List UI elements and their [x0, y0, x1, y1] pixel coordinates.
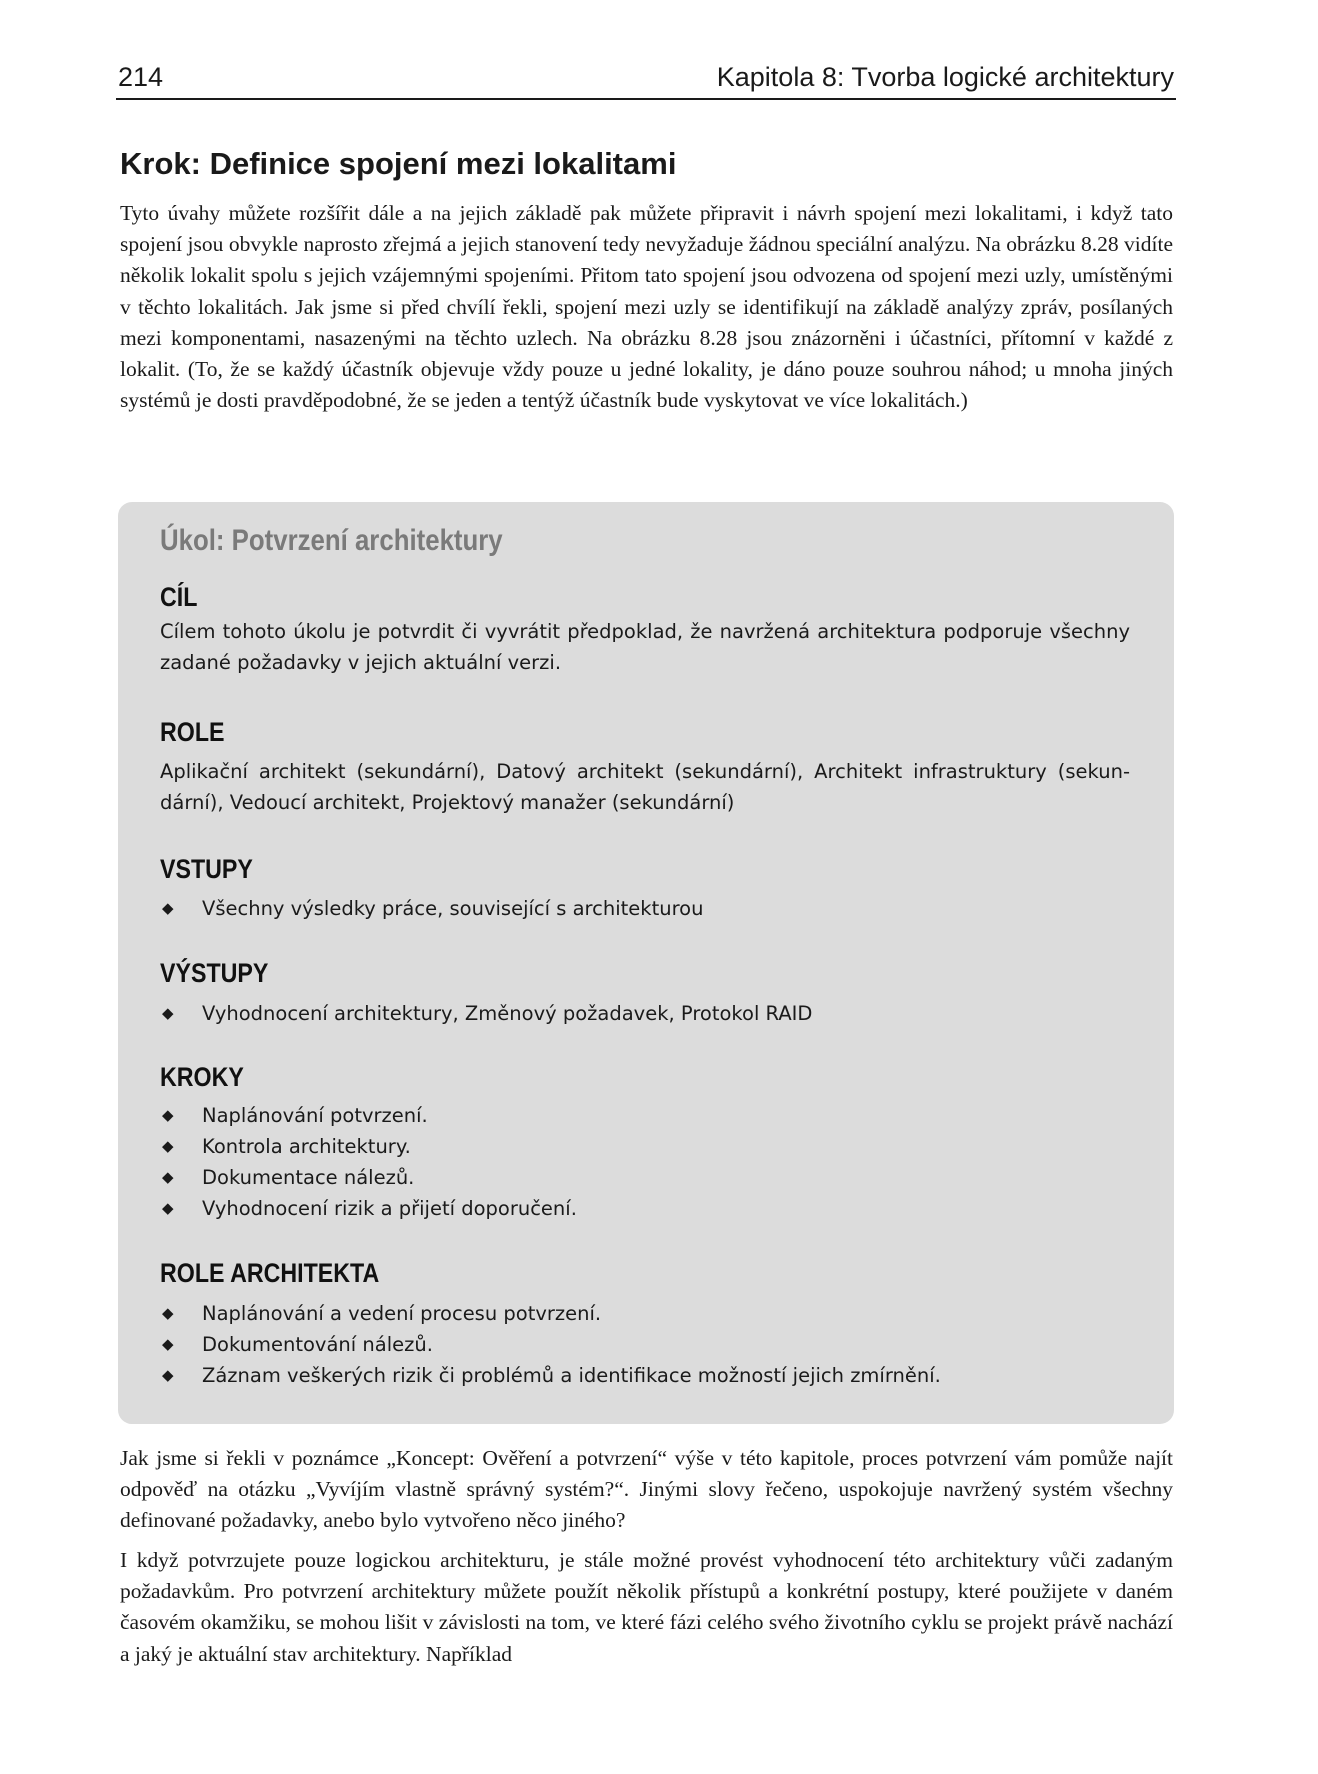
architect-role-list	[160, 1298, 941, 1391]
list-item: ◆ Naplánování a vedení procesu potvrzení.	[160, 1298, 941, 1329]
bullet-diamond-icon: ◆	[162, 1137, 174, 1155]
outputs-heading: VÝSTUPY	[160, 958, 269, 988]
list-item: ◆ Všechny výsledky práce, související s architekturou	[160, 893, 703, 924]
page-number: 214	[118, 62, 164, 92]
bullet-diamond-icon: ◆	[162, 1335, 174, 1353]
list-item: ◆ Dokumentování nálezů.	[160, 1329, 941, 1360]
outputs-list	[160, 998, 812, 1029]
architect-role-heading: ROLE ARCHITEKTA	[160, 1258, 380, 1288]
bullet-diamond-icon: ◆	[162, 1168, 174, 1186]
list-item: ◆ Vyhodnocení architektury, Změnový požadavek, Protokol RAID	[160, 998, 812, 1029]
running-header	[116, 58, 1176, 100]
steps-heading: KROKY	[160, 1062, 244, 1092]
section-title: Krok: Definice spojení mezi lokalitami	[120, 146, 677, 181]
role-heading: ROLE	[160, 717, 225, 747]
list-item: ◆ Vyhodnocení rizik a přijetí doporučení.	[160, 1193, 577, 1224]
bullet-diamond-icon: ◆	[162, 1004, 174, 1022]
steps-list	[160, 1100, 577, 1224]
chapter-title: Kapitola 8: Tvorba logické architektury	[716, 62, 1174, 92]
goal-heading: CÍL	[160, 582, 198, 612]
inputs-heading: VSTUPY	[160, 854, 253, 884]
bullet-diamond-icon: ◆	[162, 1199, 174, 1217]
bullet-diamond-icon: ◆	[162, 1366, 174, 1384]
bullet-diamond-icon: ◆	[162, 899, 174, 917]
intro-paragraph: Tyto úvahy můžete rozšířit dále a na jejich základě pak můžete připravit i návrh spojení mezi lokalitami, i když tato spojení jsou obvykle naprosto zřejmá a jejich stanovení tedy nevyžaduje žádnou speciální analýzu. Na obrázku 8.28 vidíte několik lokalit spolu s jejich vzájemnými spojeními. Přitom tato spojení jsou odvozena od spojení mezi uzly, umístěnými v těchto lokalitách. Jak jsme si před chvílí řekli, spojení mezi uzly se identifikují na základě analýzy zpráv, posílaných mezi komponentami, nasazenými na těchto uzlech. Na obrázku 8.28 jsou znázorněni i účastníci, přítomní v každé z lokalit. (To, že se každý účastník objevuje vždy pouze u jedné lokality, je dáno pouze souhrou náhod; u mnoha jiných systémů je dosti pravděpodobné, že se jeden a tentýž účastník bude vyskytovat ve více lokalitách.)	[120, 201, 1173, 413]
list-item: ◆ Dokumentace nálezů.	[160, 1162, 577, 1193]
bullet-diamond-icon: ◆	[162, 1304, 174, 1322]
task-box	[118, 502, 1174, 1424]
list-item: ◆ Naplánování potvrzení.	[160, 1100, 577, 1131]
bullet-diamond-icon: ◆	[162, 1106, 174, 1124]
body-paragraph-2: I když potvrzujete pouze logickou architekturu, je stále možné provést vyhodnocení této architektury vůči zadaným požadavkům. Pro potvrzení architektury můžete použít několik přístupů a konkrétní postupy, které použijete v daném časovém okamžiku, se mohou lišit v závislosti na tom, ve které fázi celého svého životního cyklu se projekt právě nachází a jaký je aktuální stav architektury. Například	[120, 1548, 1173, 1666]
goal-text: Cílem tohoto úkolu je potvrdit či vyvrátit předpoklad, že navržená architektura podporuje všechny zadané požadavky v jejich aktuální verzi.	[160, 620, 1130, 674]
list-item: ◆ Záznam veškerých rizik či problémů a identifikace možností jejich zmírnění.	[160, 1360, 941, 1391]
inputs-list	[160, 893, 703, 924]
task-title: Úkol: Potvrzení architektury	[160, 524, 503, 557]
body-paragraph-1: Jak jsme si řekli v poznámce „Koncept: Ověření a potvrzení“ výše v této kapitole, proces potvrzení vám pomůže najít odpověď na otázku „Vyvíjím vlastně správný systém?“. Jinými slovy řečeno, uspokojuje navržený systém všechny definované požadavky, anebo bylo vytvořeno něco jiného?	[120, 1446, 1173, 1533]
role-text: Aplikační architekt (sekundární), Datový architekt (sekundární), Architekt infrastruktury (sekundární), Vedoucí architekt, Projektový manažer (sekundární)	[160, 760, 1130, 814]
list-item: ◆ Kontrola architektury.	[160, 1131, 577, 1162]
